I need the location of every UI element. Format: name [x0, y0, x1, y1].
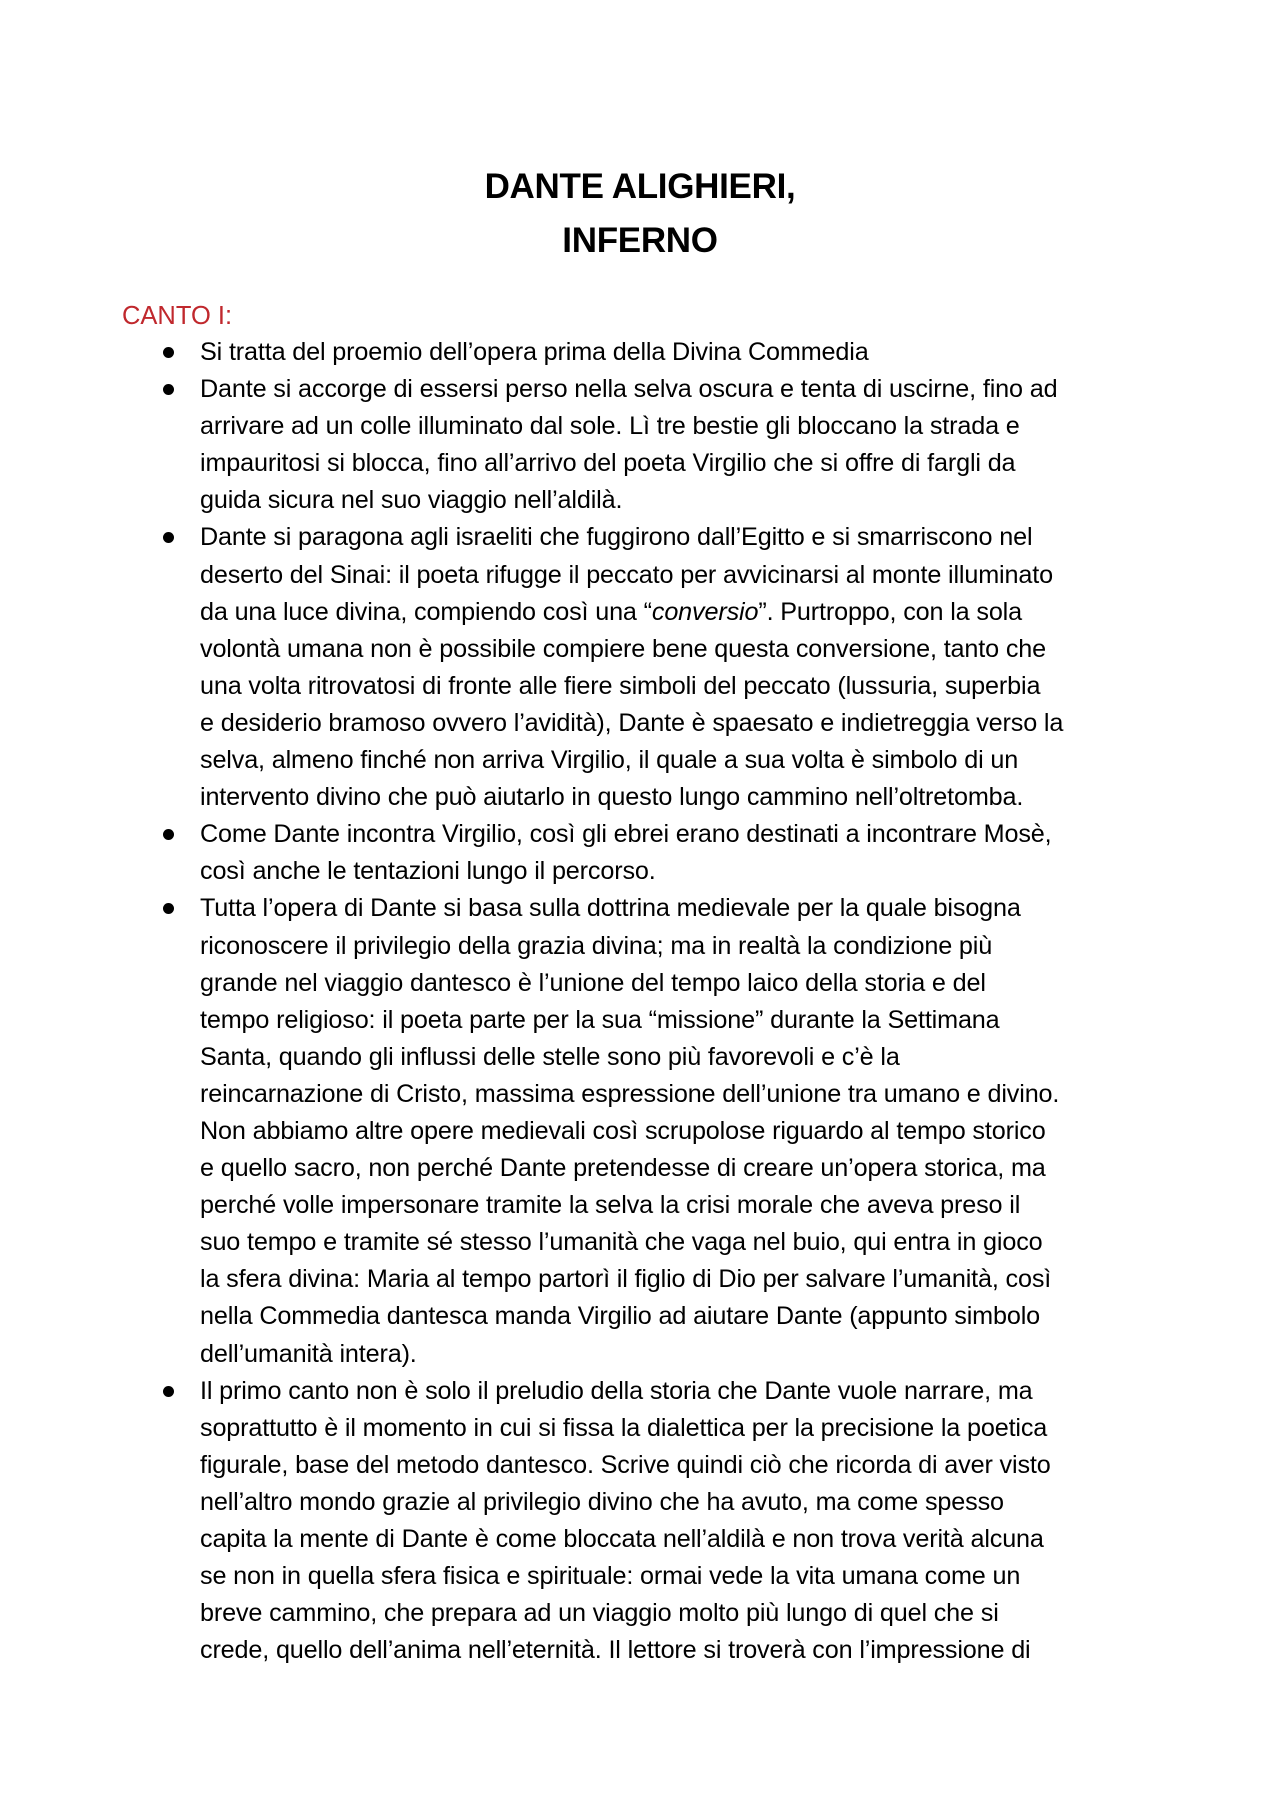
- text-line: Dante si paragona agli israeliti che fuggirono dall’Egitto e si smarriscono nel: [200, 523, 1033, 552]
- list-item: [122, 519, 1167, 816]
- text-line: breve cammino, che prepara ad un viaggio molto più lungo di quel che si: [200, 1599, 999, 1628]
- title-line-work: INFERNO: [562, 221, 718, 260]
- text-line: riconoscere il privilegio della grazia divina; ma in realtà la condizione più: [200, 931, 993, 960]
- list-item: [122, 890, 1167, 1372]
- text-line: figurale, base del metodo dantesco. Scrive quindi ciò che ricorda di aver visto: [200, 1450, 1051, 1479]
- text-line: nella Commedia dantesca manda Virgilio ad aiutare Dante (appunto simbolo: [200, 1302, 1041, 1331]
- text-line: la sfera divina: Maria al tempo partorì il figlio di Dio per salvare l’umanità, così: [200, 1265, 1052, 1294]
- text-line: reincarnazione di Cristo, massima espressione dell’unione tra umano e divino.: [200, 1079, 1060, 1108]
- text-line: arrivare ad un colle illuminato dal sole. Lì tre bestie gli bloccano la strada e: [200, 412, 1020, 441]
- text-line: deserto del Sinai: il poeta rifugge il peccato per avvicinarsi al monte illuminato: [200, 560, 1053, 589]
- list-item: [122, 334, 1167, 371]
- text-line: dell’umanità intera).: [200, 1339, 417, 1368]
- text-line: nell’altro mondo grazie al privilegio divino che ha avuto, ma come spesso: [200, 1487, 1004, 1516]
- text-run: ”. Purtroppo, con la sola: [758, 597, 1022, 626]
- text-line: Tutta l’opera di Dante si basa sulla dottrina medievale per la quale bisogna: [200, 894, 1021, 923]
- text-line: una volta ritrovatosi di fronte alle fiere simboli del peccato (lussuria, superbia: [200, 671, 1041, 700]
- bullet-icon: [163, 347, 174, 358]
- text-line: suo tempo e tramite sé stesso l’umanità che vaga nel buio, qui entra in gioco: [200, 1228, 1043, 1257]
- text-line: e desiderio bramoso ovvero l’avidità), Dante è spaesato e indietreggia verso la: [200, 708, 1064, 737]
- text-line: e quello sacro, non perché Dante pretendesse di creare un’opera storica, ma: [200, 1154, 1046, 1183]
- bullet-icon: [163, 1386, 174, 1397]
- text-line: impauritosi si blocca, fino all’arrivo del poeta Virgilio che si offre di fargli da: [200, 449, 1016, 478]
- list-item: [122, 1373, 1167, 1670]
- italic-term: conversio: [651, 597, 759, 626]
- text-line: capita la mente di Dante è come bloccata nell’aldilà e non trova verità alcuna: [200, 1525, 1044, 1553]
- text-line: tempo religioso: il poeta parte per la sua “missione” durante la Settimana: [200, 1005, 1000, 1034]
- text-line: così anche le tentazioni lungo il percorso.: [200, 857, 656, 886]
- text-line: perché volle impersonare tramite la selva la crisi morale che aveva preso il: [200, 1191, 1021, 1220]
- text-line: Non abbiamo altre opere medievali così scrupolose riguardo al tempo storico: [200, 1116, 1046, 1145]
- bullet-list: [122, 334, 1167, 1669]
- title-line-author: DANTE ALIGHIERI,: [484, 167, 796, 206]
- text-line: Il primo canto non è solo il preludio della storia che Dante vuole narrare, ma: [200, 1376, 1033, 1405]
- list-item: [122, 371, 1167, 519]
- text-line: crede, quello dell’anima nell’eternità. Il lettore si troverà con l’impressione di: [200, 1636, 1031, 1665]
- text-line: Dante si accorge di essersi perso nella selva oscura e tenta di uscirne, fino ad: [200, 375, 1058, 404]
- text-line: grande nel viaggio dantesco è l’unione del tempo laico della storia e del: [200, 968, 986, 997]
- text-line: Si tratta del proemio dell’opera prima della Divina Commedia: [200, 338, 869, 366]
- text-line: selva, almeno finché non arriva Virgilio, il quale a sua volta è simbolo di un: [200, 746, 1019, 775]
- text-line: volontà umana non è possibile compiere bene questa conversione, tanto che: [200, 634, 1046, 663]
- text-line: soprattutto è il momento in cui si fissa la dialettica per la precisione la poetica: [200, 1413, 1048, 1442]
- text-line: [200, 594, 1167, 631]
- text-line: intervento divino che può aiutarlo in questo lungo cammino nell’oltretomba.: [200, 783, 1024, 812]
- bullet-icon: [163, 384, 174, 395]
- text-line: se non in quella sfera fisica e spirituale: ormai vede la vita umana come un: [200, 1562, 1021, 1591]
- text-line: Santa, quando gli influssi delle stelle sono più favorevoli e c’è la: [200, 1042, 900, 1071]
- bullet-icon: [163, 903, 174, 914]
- bullet-icon: [163, 829, 174, 840]
- text-run: da una luce divina, compiendo così una “: [200, 597, 652, 626]
- document-title: [0, 160, 1280, 268]
- list-item: [122, 816, 1167, 890]
- canto-heading: CANTO I:: [122, 302, 233, 330]
- bullet-icon: [163, 532, 174, 543]
- text-line: guida sicura nel suo viaggio nell’aldilà.: [200, 486, 623, 515]
- text-line: Come Dante incontra Virgilio, così gli ebrei erano destinati a incontrare Mosè,: [200, 820, 1052, 849]
